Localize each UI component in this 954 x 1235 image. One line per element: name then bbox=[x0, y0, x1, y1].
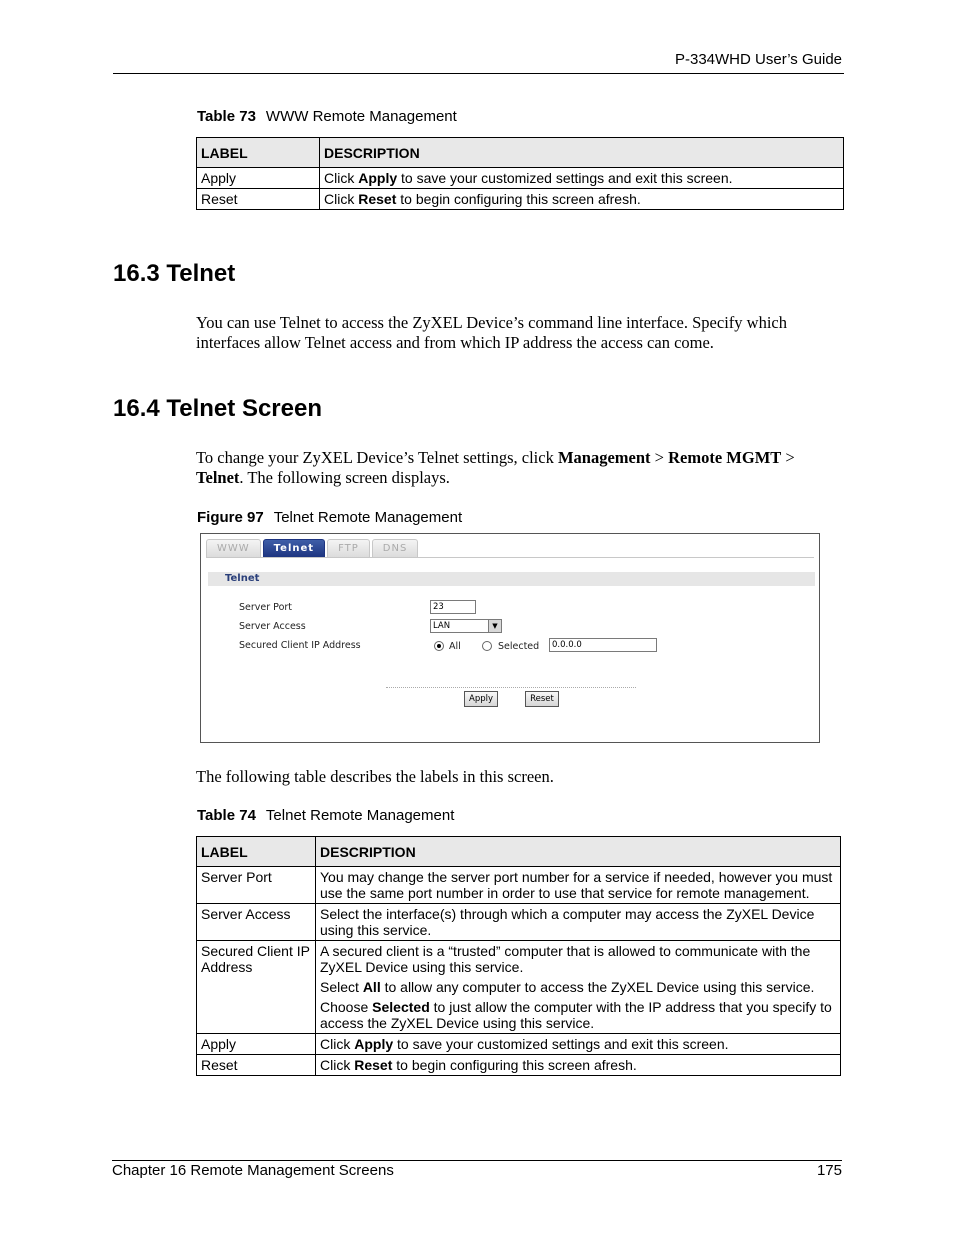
table74-row-label: Server Access bbox=[197, 904, 316, 941]
tab-divider bbox=[206, 557, 814, 558]
table74-row-label: Reset bbox=[197, 1055, 316, 1076]
table-row bbox=[197, 189, 844, 210]
server-port-input[interactable]: 23 bbox=[430, 600, 476, 614]
server-port-label: Server Port bbox=[239, 602, 293, 613]
section-16-4-body: To change your ZyXEL Device’s Telnet settings, click Management > Remote MGMT > Telnet. The following screen displays. bbox=[196, 448, 795, 487]
server-access-label: Server Access bbox=[239, 621, 306, 632]
section-16-4-heading: 16.4 Telnet Screen bbox=[113, 395, 322, 422]
server-access-select[interactable] bbox=[430, 619, 502, 633]
table74-header-label: LABEL bbox=[197, 837, 316, 867]
running-header: P-334WHD User’s Guide bbox=[675, 51, 842, 68]
telnet-screenshot bbox=[200, 533, 820, 743]
table74-row-description: Select the interface(s) through which a computer may access the ZyXEL Device using this service. bbox=[316, 904, 841, 941]
tab-dns[interactable]: DNS bbox=[372, 539, 419, 557]
footer-rule bbox=[112, 1160, 842, 1161]
radio-all[interactable] bbox=[434, 641, 444, 651]
radio-selected-label: Selected bbox=[498, 641, 540, 652]
table73 bbox=[196, 137, 844, 210]
table-row bbox=[197, 904, 841, 941]
divider bbox=[386, 687, 636, 688]
tab-telnet[interactable]: Telnet bbox=[263, 539, 325, 557]
reset-button[interactable]: Reset bbox=[525, 691, 559, 707]
table74 bbox=[196, 836, 841, 1076]
table73-header-label: LABEL bbox=[197, 138, 320, 168]
table74-title: Telnet Remote Management bbox=[265, 807, 455, 824]
chevron-down-icon[interactable]: ▼ bbox=[488, 620, 501, 632]
table73-row-description: Click Apply to save your customized settings and exit this screen. bbox=[320, 168, 844, 189]
figure97-title: Telnet Remote Management bbox=[273, 509, 463, 526]
section-16-3-heading: 16.3 Telnet bbox=[113, 260, 236, 287]
ip-address-input[interactable]: 0.0.0.0 bbox=[549, 638, 657, 652]
table74-row-description: Click Reset to begin configuring this screen afresh. bbox=[316, 1055, 841, 1076]
table73-caption bbox=[197, 108, 457, 125]
radio-all-label: All bbox=[449, 641, 461, 652]
table-row bbox=[197, 941, 841, 1034]
table73-row-description: Click Reset to begin configuring this screen afresh. bbox=[320, 189, 844, 210]
figure97-caption bbox=[197, 509, 462, 526]
section-bar: Telnet bbox=[208, 572, 815, 586]
figure97-number: Figure 97 bbox=[197, 509, 264, 526]
table73-row-label: Apply bbox=[197, 168, 320, 189]
after-figure-text: The following table describes the labels in this screen. bbox=[196, 767, 554, 786]
radio-selected[interactable] bbox=[482, 641, 492, 651]
table74-row-label: Secured Client IP Address bbox=[197, 941, 316, 1034]
section-16-3-body: You can use Telnet to access the ZyXEL Device’s command line interface. Specify which interfaces allow Telnet access and from which IP address the access can come. bbox=[196, 313, 787, 352]
table-row bbox=[197, 867, 841, 904]
table73-title: WWW Remote Management bbox=[265, 108, 457, 125]
table74-row-label: Apply bbox=[197, 1034, 316, 1055]
table74-row-description: A secured client is a “trusted” computer that is allowed to communicate with the ZyXEL Device using this service. Select All to allow any computer to access the ZyXEL Device using this service. Choose Selected to just allow the computer with the IP address that you specify to access the ZyXEL Device using this service. bbox=[316, 941, 841, 1034]
table73-header-description: DESCRIPTION bbox=[320, 138, 844, 168]
table74-row-label: Server Port bbox=[197, 867, 316, 904]
table74-caption bbox=[197, 807, 454, 824]
table74-number: Table 74 bbox=[197, 807, 256, 824]
footer-chapter: Chapter 16 Remote Management Screens bbox=[112, 1162, 394, 1179]
table-row bbox=[197, 1034, 841, 1055]
table73-row-label: Reset bbox=[197, 189, 320, 210]
table74-row-description: Click Apply to save your customized settings and exit this screen. bbox=[316, 1034, 841, 1055]
table74-header-description: DESCRIPTION bbox=[316, 837, 841, 867]
tab-ftp[interactable]: FTP bbox=[327, 539, 370, 557]
table73-number: Table 73 bbox=[197, 108, 256, 125]
page-number: 175 bbox=[816, 1162, 842, 1179]
header-rule bbox=[113, 73, 844, 74]
table-row bbox=[197, 168, 844, 189]
tab-bar bbox=[206, 539, 418, 558]
table74-row-description: You may change the server port number for a service if needed, however you must use the same port number in order to use that service for remote management. bbox=[316, 867, 841, 904]
server-access-value: LAN bbox=[433, 621, 451, 631]
secured-client-label: Secured Client IP Address bbox=[239, 640, 361, 651]
apply-button[interactable]: Apply bbox=[464, 691, 498, 707]
tab-www[interactable]: WWW bbox=[206, 539, 261, 557]
table-row bbox=[197, 1055, 841, 1076]
